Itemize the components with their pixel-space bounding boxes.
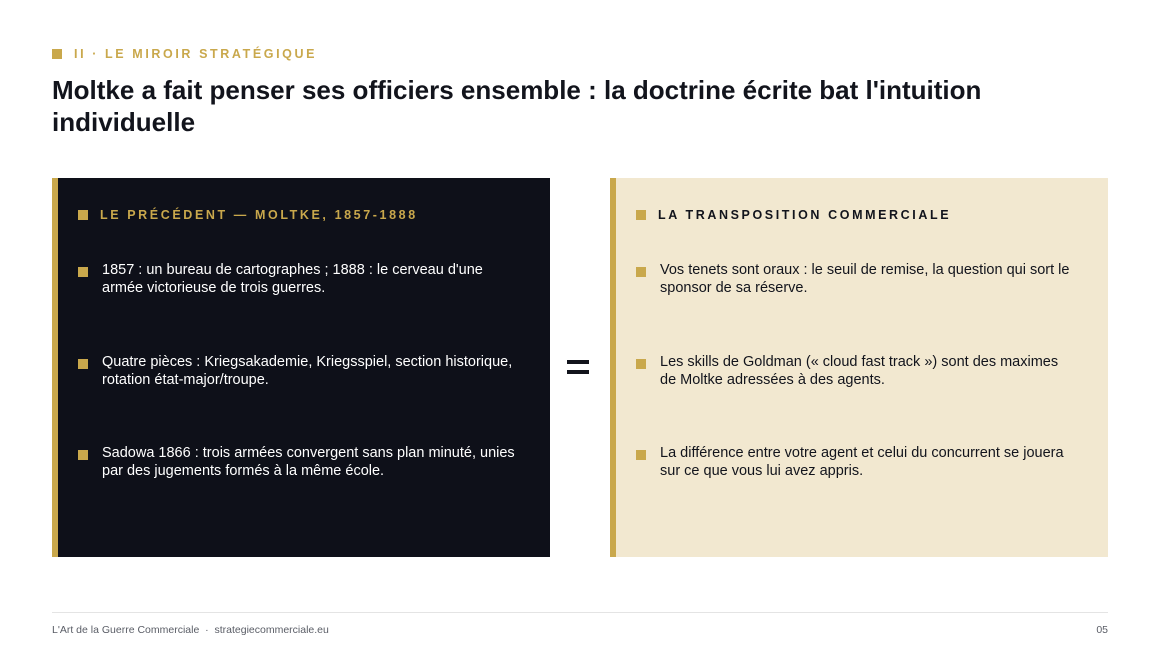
panel-heading-marker [78,210,88,220]
transposition-panel [610,178,1108,557]
eyebrow-marker [52,49,62,59]
transposition-panel-heading: LA TRANSPOSITION COMMERCIALE [658,208,952,222]
slide-title: Moltke a fait penser ses officiers ensemble : la doctrine écrite bat l'intuition individuelle [52,75,982,137]
list-item [78,445,518,480]
list-item-text: Les skills de Goldman (« cloud fast track ») sont des maximes de Moltke adressées à des agents. [660,354,1059,388]
bullet-marker [78,267,88,277]
transposition-panel-header [636,208,951,222]
equals-icon [567,348,593,386]
page-number: 05 [1096,624,1108,636]
bullet-marker [78,450,88,460]
precedent-panel-header [78,208,418,222]
list-item-text: Quatre pièces : Kriegsakademie, Kriegsspiel, section historique, rotation état-major/troupe. [102,354,513,388]
list-item [636,445,1076,480]
bullet-marker [636,267,646,277]
list-item-text: 1857 : un bureau de cartographes ; 1888 : le cerveau d'une armée victorieuse de trois guerres. [102,262,483,296]
panel-heading-marker [636,210,646,220]
list-item-text: Sadowa 1866 : trois armées convergent sans plan minuté, unies par des jugements formés à la même école. [102,445,515,479]
list-item [636,354,1076,389]
eyebrow-label: II · LE MIROIR STRATÉGIQUE [74,47,318,61]
precedent-panel [52,178,550,557]
list-item-text: Vos tenets sont oraux : le seuil de remise, la question qui sort le sponsor de sa réserve. [660,262,1070,296]
footer-divider [52,612,1108,613]
list-item [78,354,518,389]
bullet-marker [78,359,88,369]
list-item-text: La différence entre votre agent et celui du concurrent se jouera sur ce que vous lui avez appris. [660,445,1064,479]
bullet-marker [636,450,646,460]
precedent-panel-heading: LE PRÉCÉDENT — MOLTKE, 1857-1888 [100,208,418,222]
section-eyebrow [52,47,317,61]
list-item [78,262,518,297]
list-item [636,262,1076,297]
footer-credit: L'Art de la Guerre Commerciale · strategiecommerciale.eu [52,624,329,636]
bullet-marker [636,359,646,369]
